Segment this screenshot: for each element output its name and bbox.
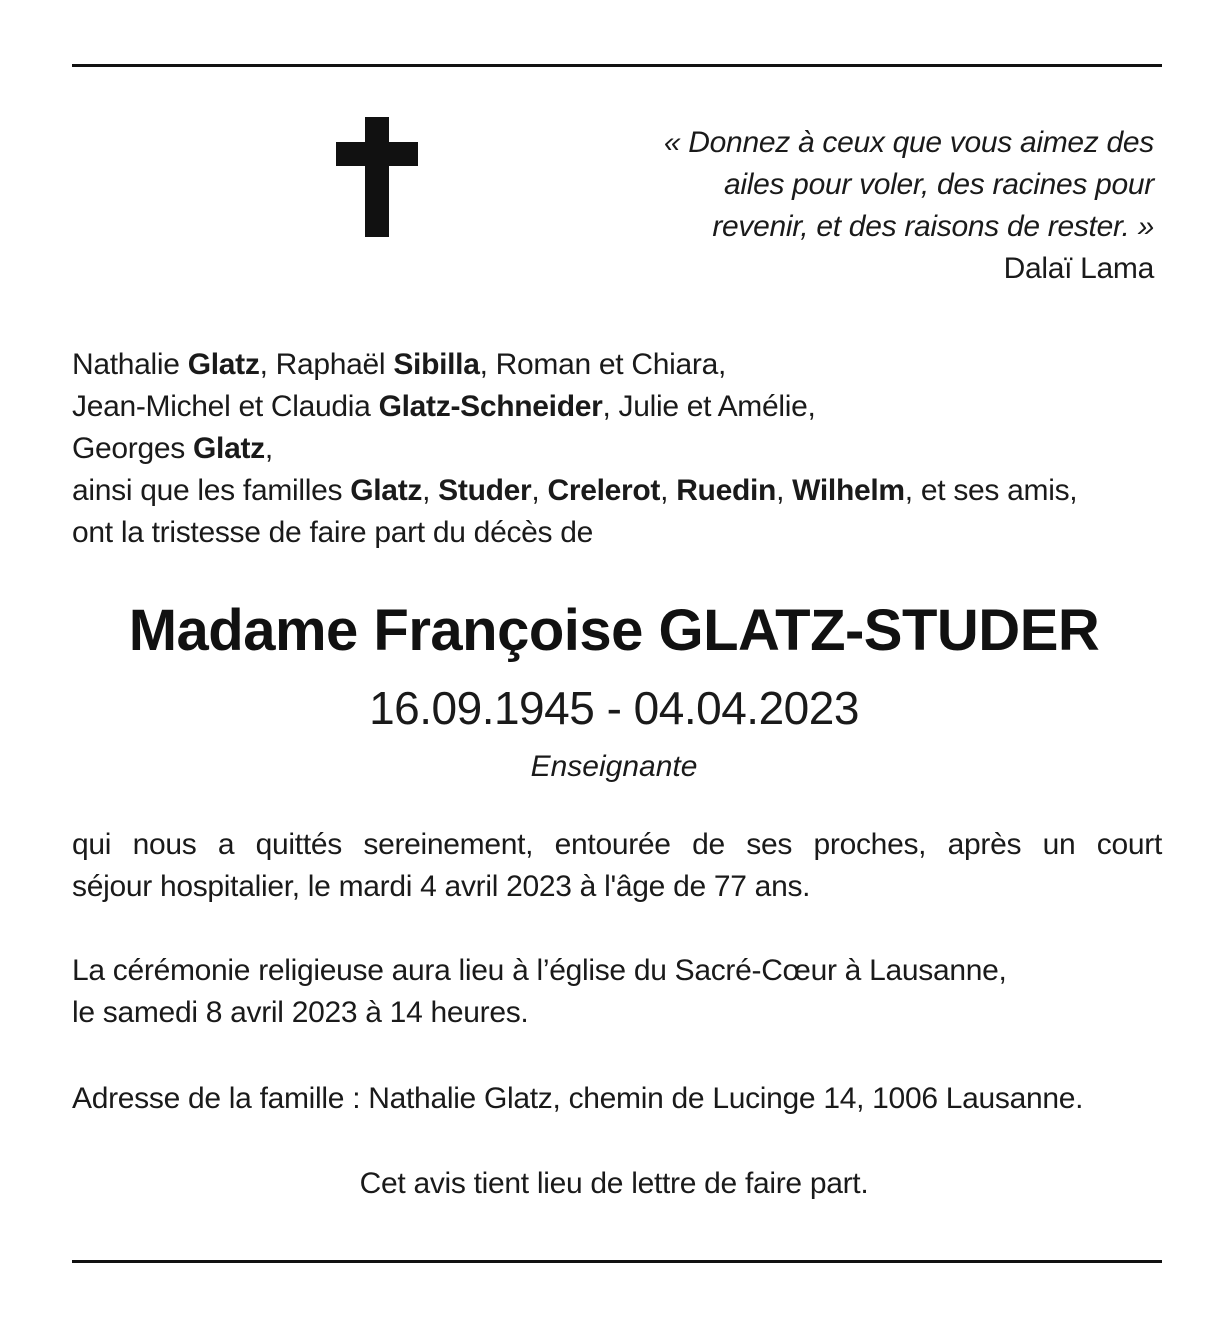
life-dates: 16.09.1945 - 04.04.2023 — [369, 682, 859, 734]
family-surname: Wilhelm — [792, 474, 905, 507]
paragraph-line: séjour hospitalier, le mardi 4 avril 2023 à l'âge de 77 ans. — [72, 870, 811, 903]
family-surname: Glatz — [350, 474, 423, 507]
cross-icon — [336, 117, 418, 237]
bottom-divider — [72, 1260, 1162, 1263]
family-text: Georges — [72, 432, 193, 465]
family-address — [72, 1078, 1162, 1120]
family-text: , — [422, 474, 439, 507]
family-text: Nathalie — [72, 348, 188, 381]
paragraph-line: Adresse de la famille : Nathalie Glatz, chemin de Lucinge 14, 1006 Lausanne. — [72, 1082, 1084, 1115]
family-text: , Raphaël — [259, 348, 394, 381]
paragraph-line: La cérémonie religieuse aura lieu à l’église du Sacré-Cœur à Lausanne, — [72, 954, 1007, 987]
family-text: , — [776, 474, 793, 507]
family-text: , — [660, 474, 677, 507]
paragraph-line: qui nous a quittés sereinement, entourée de ses proches, après un court — [72, 828, 1162, 861]
family-surname: Glatz — [187, 348, 260, 381]
family-surname: Crelerot — [547, 474, 661, 507]
epigraph-quote — [594, 122, 1154, 290]
family-line — [72, 470, 1167, 512]
family-line: ont la tristesse de faire part du décès de — [72, 516, 594, 549]
deceased-name: Madame Françoise GLATZ-STUDER — [128, 598, 1100, 663]
family-announcement — [72, 344, 1167, 554]
quote-line: « Donnez à ceux que vous aimez des — [663, 126, 1154, 159]
family-surname: Ruedin — [676, 474, 777, 507]
paragraph-line: le samedi 8 avril 2023 à 14 heures. — [72, 996, 529, 1029]
family-line — [72, 428, 1167, 470]
quote-line: revenir, et des raisons de rester. » — [712, 210, 1154, 243]
family-line — [72, 386, 1167, 428]
family-text: ainsi que les familles — [72, 474, 351, 507]
family-line — [72, 344, 1167, 386]
quote-line: ailes pour voler, des racines pour — [723, 168, 1154, 201]
family-text: , — [531, 474, 548, 507]
family-text: Jean-Michel et Claudia — [72, 390, 379, 423]
family-surname: Sibilla — [393, 348, 480, 381]
family-text: , Julie et Amélie, — [602, 390, 816, 423]
family-text: , et ses amis, — [904, 474, 1078, 507]
ceremony-paragraph — [72, 950, 1162, 1034]
profession: Enseignante — [530, 750, 698, 783]
top-divider — [72, 64, 1162, 67]
passing-paragraph — [72, 824, 1162, 908]
family-surname: Studer — [438, 474, 532, 507]
family-surname: Glatz-Schneider — [378, 390, 603, 423]
family-text: , — [264, 432, 273, 465]
quote-author: Dalaï Lama — [1003, 252, 1154, 285]
closing-note: Cet avis tient lieu de lettre de faire part. — [359, 1167, 869, 1200]
family-text: , Roman et Chiara, — [479, 348, 726, 381]
family-surname: Glatz — [193, 432, 265, 465]
